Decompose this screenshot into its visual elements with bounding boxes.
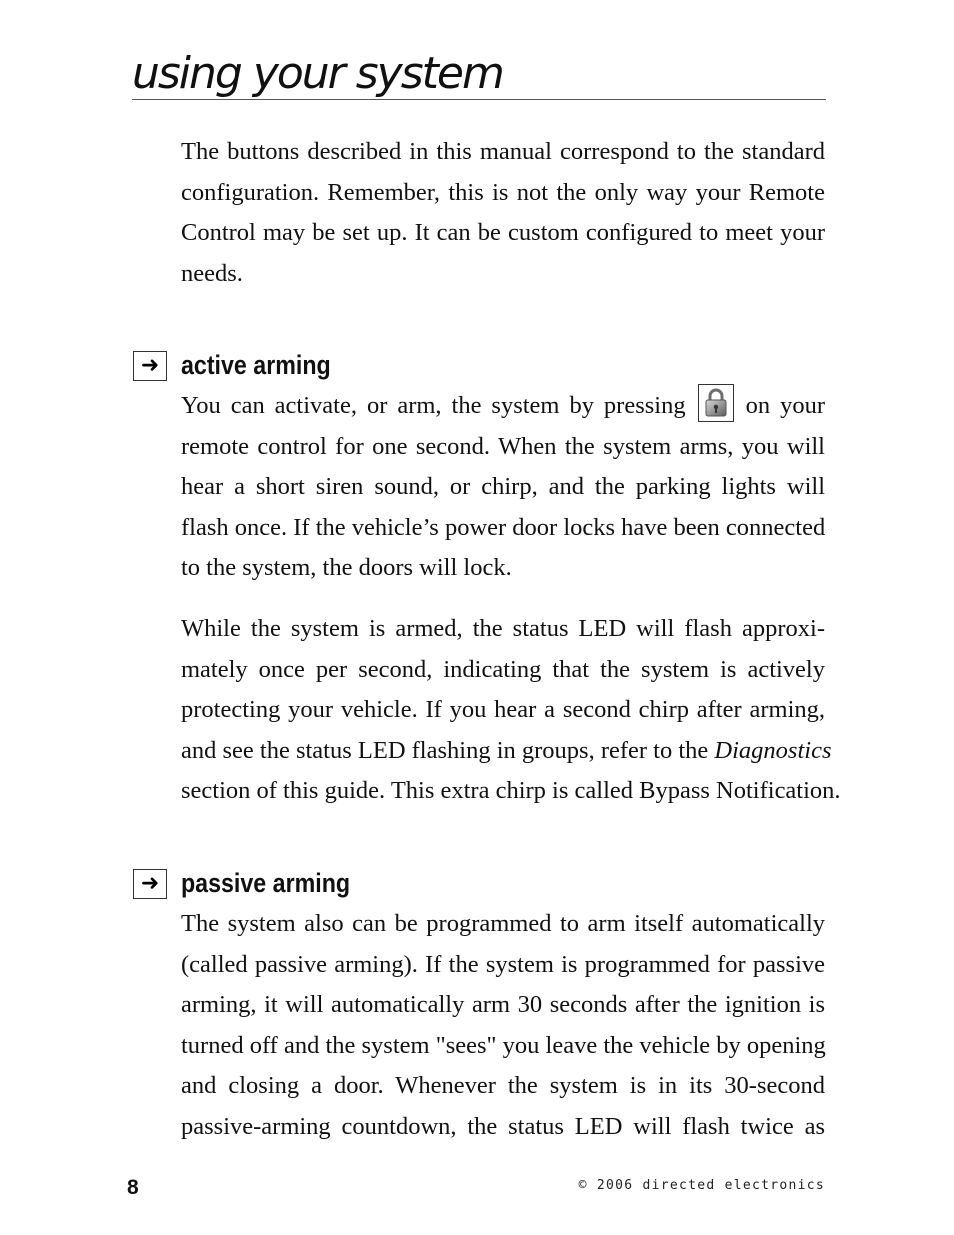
diagnostics-reference: Diagnostics [714, 736, 832, 764]
paragraph-line [181, 386, 825, 427]
copyright-notice: © 2006 directed electronics [578, 1178, 825, 1193]
paragraph-line: mately once per second, indicating that the system is actively [181, 655, 825, 683]
intro-line: Control may be set up. It can be custom configured to meet your [181, 219, 825, 246]
paragraph-line: While the system is armed, the status LED will flash approxi- [181, 615, 825, 642]
paragraph-line: passive-arming countdown, the status LED will flash twice as [181, 1112, 825, 1140]
paragraph-line: section of this guide. This extra chirp is called Bypass Notification. [181, 777, 841, 804]
paragraph-line [181, 731, 832, 772]
intro-paragraph [181, 132, 825, 294]
page-title: using your system [132, 48, 503, 99]
paragraph-line: remote control for one second. When the system arms, you will [181, 432, 825, 460]
paragraph-line: protecting your vehicle. If you hear a second chirp after arming, [181, 696, 825, 723]
lock-button-icon [698, 384, 734, 422]
paragraph-line: hear a short siren sound, or chirp, and the parking lights will [181, 473, 825, 500]
intro-line: needs. [181, 259, 243, 287]
lock-icon [701, 387, 731, 419]
paragraph-line: flash once. If the vehicle’s power door locks have been connected [181, 513, 826, 541]
page-number: 8 [127, 1176, 139, 1199]
line-text: and see the status LED flashing in groups, refer to the [181, 736, 709, 764]
right-arrow-icon: ➜ [133, 351, 167, 381]
passive-arming-paragraph [181, 904, 825, 1147]
paragraph-line: The system also can be programmed to arm itself automatically [181, 910, 825, 937]
title-divider [132, 99, 826, 100]
paragraph-line: arming, it will automatically arm 30 seconds after the ignition is [181, 991, 825, 1018]
intro-line: configuration. Remember, this is not the only way your Remote [181, 178, 825, 206]
paragraph-line: (called passive arming). If the system is programmed for passive [181, 950, 825, 978]
right-arrow-icon: ➜ [133, 869, 167, 899]
passive-arming-heading: passive arming [181, 868, 351, 898]
intro-line: The buttons described in this manual correspond to the standard [181, 138, 825, 165]
paragraph-line: to the system, the doors will lock. [181, 554, 512, 581]
paragraph-line: and closing a door. Whenever the system is in its 30-second [181, 1072, 825, 1099]
line-text: on your [745, 392, 825, 419]
active-arming-paragraph-2 [181, 609, 841, 812]
active-arming-heading: active arming [181, 350, 331, 380]
active-arming-paragraph-1 [181, 386, 825, 589]
line-text: You can activate, or arm, the system by pressing [181, 392, 686, 419]
paragraph-line: turned off and the system "sees" you leave the vehicle by opening [181, 1031, 826, 1059]
